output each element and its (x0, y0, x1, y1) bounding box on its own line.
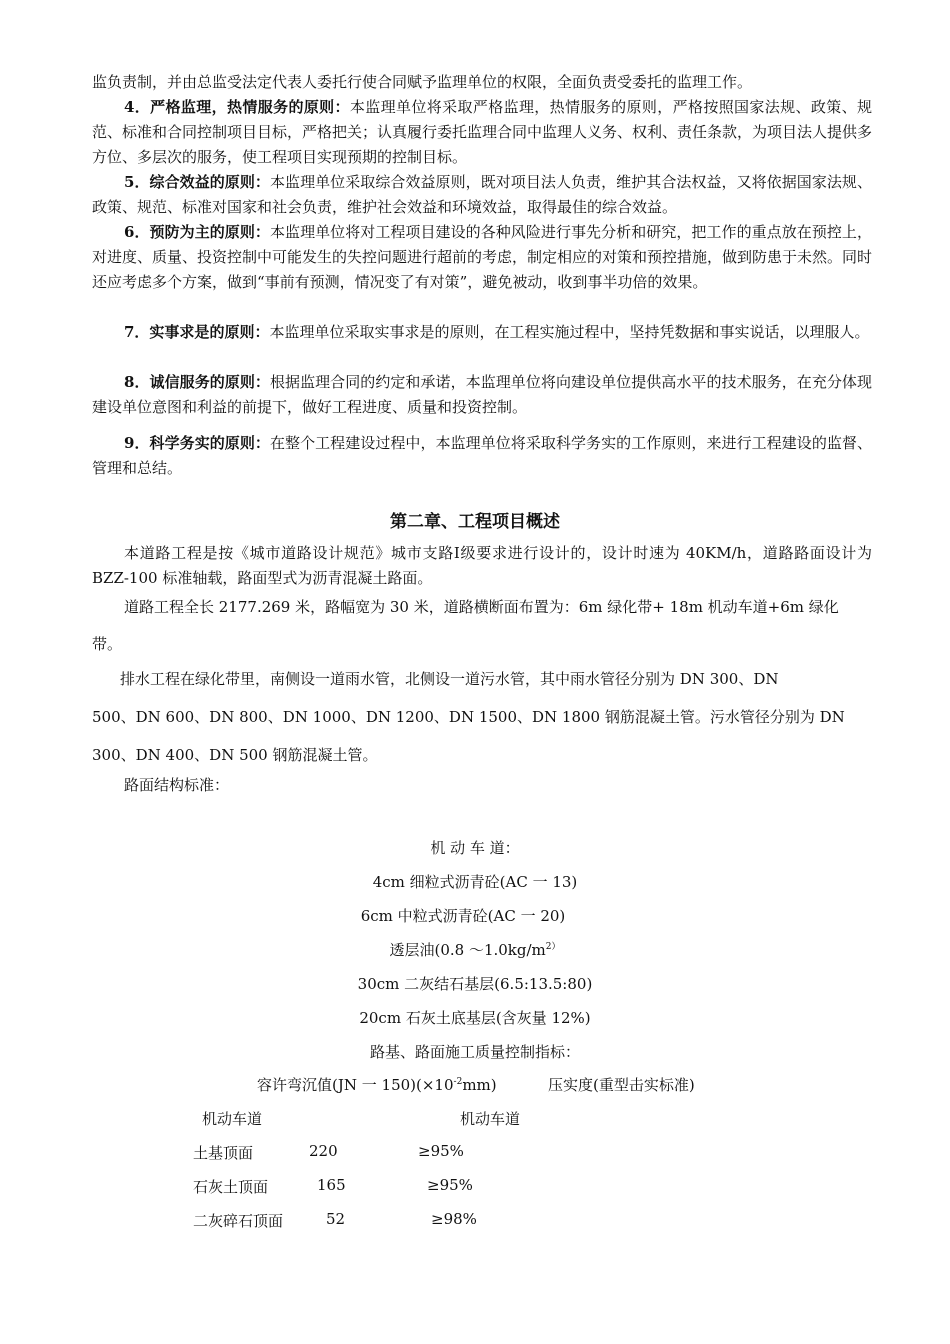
chapter-title: 第二章、工程项目概述 (390, 512, 560, 532)
ch2-paragraph-3-line-2: 500、DN 600、DN 800、DN 1000、DN 1200、DN 1500、DN 1800 钢筋混凝土管。污水管径分别为 DN (92, 708, 845, 726)
qc-title: 路基、路面施工质量控制指标： (369, 1043, 580, 1061)
principle-6 (92, 220, 872, 295)
qc-row-compaction: ≥95% (418, 1142, 464, 1160)
ch2-paragraph-2-line-1: 道路工程全长 2177.269 米，路幅宽为 30 米，道路横断面布置为：6m 绿化带+ 18m 机动车道+6m 绿化 (124, 598, 839, 616)
qc-col-deflection-unit: mm) (462, 1076, 497, 1094)
structure-layer-3-sup: 2） (545, 942, 561, 952)
structure-layer-5: 20cm 石灰土底基层(含灰量 12%) (359, 1009, 591, 1027)
principle-4-label: 4．严格监理，热情服务的原则： (124, 98, 350, 116)
principle-7 (92, 320, 872, 345)
qc-row-deflection: 220 (309, 1142, 338, 1160)
structure-layer-4: 30cm 二灰结石基层(6.5:13.5:80) (357, 975, 593, 993)
structure-layer-3-text: 透层油(0.8 ～1.0kg/m (389, 941, 546, 959)
principle-8-label: 8．诚信服务的原则： (124, 373, 270, 391)
ch2-paragraph-4: 路面结构标准： (124, 776, 230, 794)
principle-4-text: 本监理单位将采取严格监理，热情服务的原则，严格按照国家法规、政策、规范、标准和合同控制项目目标，严格把关；认真履行委托监理合同中监理人义务、权利、责任条款，为项目法人提供多方位、多层次的服务，使工程项目实现预期的控制目标。 (92, 98, 873, 166)
ch2-paragraph-3-line-1: 排水工程在绿化带里，南侧设一道雨水管，北侧设一道污水管，其中雨水管径分别为 DN 300、DN (120, 670, 779, 688)
principle-9-label: 9．科学务实的原则： (124, 434, 270, 452)
principle-8-text: 根据监理合同的约定和承诺，本监理单位将向建设单位提供高水平的技术服务，在充分体现建设单位意图和利益的前提下，做好工程进度、质量和投资控制。 (92, 373, 872, 416)
qc-row-compaction: ≥98% (431, 1210, 477, 1228)
principle-5 (92, 170, 872, 220)
qc-sub-header-2: 机动车道 (460, 1110, 521, 1128)
principle-9-text: 在整个工程建设过程中，本监理单位将采取科学务实的工作原则，来进行工程建设的监督、管理和总结。 (92, 434, 872, 477)
qc-row-name: 土基顶面 (193, 1144, 254, 1162)
qc-row-name: 石灰土顶面 (193, 1178, 269, 1196)
qc-row-deflection: 52 (326, 1210, 346, 1228)
qc-row-deflection: 165 (317, 1176, 346, 1194)
principle-5-text: 本监理单位采取综合效益原则，既对项目法人负责，维护其合法权益，又将依据国家法规、政策、规范、标准对国家和社会负责，维护社会效益和环境效益，取得最佳的综合效益。 (92, 173, 872, 216)
qc-row-name: 二灰碎石顶面 (193, 1212, 284, 1230)
structure-heading: 机 动 车 道： (430, 839, 520, 857)
structure-layer-1: 4cm 细粒式沥青砼(AC 一 13) (372, 873, 578, 891)
ch2-paragraph-1: 本道路工程是按《城市道路设计规范》城市支路Ⅰ级要求进行设计的，设计时速为 40KM/h，道路路面设计为 BZZ-100 标准轴载，路面型式为沥青混凝土路面。 (92, 544, 872, 587)
qc-col-deflection-header (257, 1074, 497, 1095)
principle-6-text: 本监理单位将对工程项目建设的各种风险进行事先分析和研究，把工作的重点放在预控上，对进度、质量、投资控制中可能发生的失控问题进行超前的考虑，制定相应的对策和预控措施，做到防患于未然。同时还应考虑多个方案，做到“事前有预测，情况变了有对策”，避免被动，收到事半功倍的效果。 (92, 223, 873, 291)
principle-5-label: 5．综合效益的原则： (124, 173, 270, 191)
principle-8 (92, 370, 872, 420)
structure-layer-2: 6cm 中粒式沥青砼(AC 一 20) (360, 907, 566, 925)
qc-row-compaction: ≥95% (427, 1176, 473, 1194)
qc-sub-header-1: 机动车道 (202, 1110, 263, 1128)
qc-col-compaction-header: 压实度(重型击实标准) (548, 1076, 695, 1094)
qc-col-deflection-text: 容许弯沉值(JN 一 150)(×10 (257, 1076, 454, 1094)
intro-paragraph: 监负责制，并由总监受法定代表人委托行使合同赋予监理单位的权限，全面负责受委托的监理工作。 (92, 73, 753, 91)
ch2-paragraph-3-line-3: 300、DN 400、DN 500 钢筋混凝土管。 (92, 746, 378, 764)
qc-col-deflection-sup: -2 (453, 1077, 463, 1087)
structure-layer-3 (0, 939, 950, 960)
ch2-paragraph-2-line-2: 带。 (92, 635, 123, 653)
principle-9 (92, 431, 872, 481)
principle-7-text: 本监理单位采取实事求是的原则，在工程实施过程中，坚持凭数据和事实说话，以理服人。 (269, 323, 870, 341)
principle-4 (92, 95, 872, 170)
principle-6-label: 6．预防为主的原则： (124, 223, 270, 241)
principle-7-label: 7．实事求是的原则： (124, 323, 270, 341)
